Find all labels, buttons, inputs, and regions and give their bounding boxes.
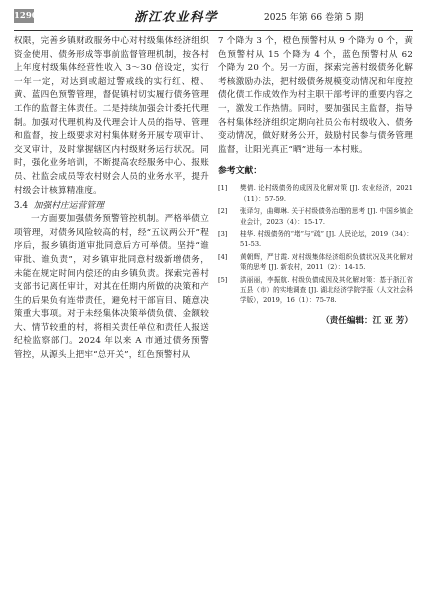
reference-item [218,206,413,227]
reference-number: [1] [218,184,228,193]
section-heading [14,199,209,213]
issue-info: 2025 年第 66 卷第 5 期 [264,13,364,23]
reference-item [218,229,413,250]
reference-item [218,252,413,273]
section-title: 加强村庄运营管理 [33,201,104,212]
right-paragraph-1: 7 个降为 3 个，橙色预警村从 9 个降为 0 个，黄色预警村从 15 个降为 4 个，蓝色预警村从 62 个降为 20 个。另一方面，探索完善村级债务化解考核激励办法，把村级债务规模变动情况和年度控债化债工作成效作为村主职干部考评的重要内容之一，激发工作热情。同时，要加强民主监督，指导各村集体经济组织定期向社员公布村级收入、债务变动情况，做好财务公开，鼓励村民参与债务管理监督，让阳光真正“晒”进每一本村账。 [218,36,413,155]
page-number: 1290 [14,11,38,21]
reference-item [218,183,413,204]
reference-number: [2] [218,207,228,216]
reference-number: [3] [218,229,228,238]
journal-title: 浙江农业科学 [134,9,219,24]
section-number: 3.4 [14,201,28,212]
reference-number: [4] [218,252,228,261]
responsible-editor: （责任编辑：江 亚 芳） [321,315,413,326]
reference-number: [5] [218,275,228,284]
left-column [14,35,209,363]
left-paragraph-1: 权限，完善乡镇财政服务中心对村级集体经济组织资金使用、债务形成等事前监督管理机制，按各村上年度村级集体经营性收入 3～30 倍设定，实行一年一定，对达到或超过警戒线的实行红、橙、黄、蓝四色预警管理，督促镇村切实履行债务管理工作的监督主体责任。二是持续加强会计委托代理制。加强对代理机构及代理会计人员的指导、管理和监督，按上级要求对村集体财务开展专项审计、交叉审计，及时掌握辖区内村级财务运行状况。同时，强化业务培训，不断提高农经服务中心、报账员、社监会成员等农村财会人员的业务水平，提升村级会计核算精准度。 [14,36,209,196]
references-list [218,183,413,305]
header-rule [14,30,413,31]
reference-text: 桂华. 村级债务的“堵”与“疏” [J]. 人民论坛，2019（34）：51-53. [240,229,413,249]
reference-item [218,275,413,306]
reference-text: 黄朝辉，严甘霞. 对村级集体经济组织负债状况及其化解对策的思考 [J]. 新农村，2011（2）：14-15. [240,252,413,272]
reference-text: 洪丽丽，李振航. 村级负债成因及其化解对策：基于浙江省五县（市）的实地调查 [J]. 湖北经济学院学报（人文社会科学版），2019，16（1）：75-78. [240,275,413,305]
reference-text: 张译匀，曲卿琳. 关于村级债务治理的思考 [J]. 中国乡镇企业会计，2023（4）：15-17. [240,207,413,226]
references-heading: 参考文献： [218,166,262,177]
right-column [218,35,413,326]
reference-text: 樊倩. 论村级债务的成因及化解对策 [J]. 农业经济，2021（11）：57-59. [240,184,413,203]
left-paragraph-2: 一方面要加强债务预警管控机制。严格举债立项管理，对债务风险较高的村，经“五议两公开”程序后，报乡镇街道审批同意后方可举债。坚持“谁审批、谁负责”，对乡镇审批同意村级新增债务，未能在规定时间内偿还的由乡镇负责。探索完善村支部书记离任审计，对其在任期内所做的决策和产生的后果负有连带责任，避免村干部盲目、随意决策重大事项。对于未经集体决策举债负债、金额较大、情节较重的村，将相关责任单位和责任人报送纪检监察部门。2024 年以来 A 市通过债务预警管控，从源头上把牢“总开关”，红色预警村从 [14,214,209,361]
running-header [14,7,413,27]
